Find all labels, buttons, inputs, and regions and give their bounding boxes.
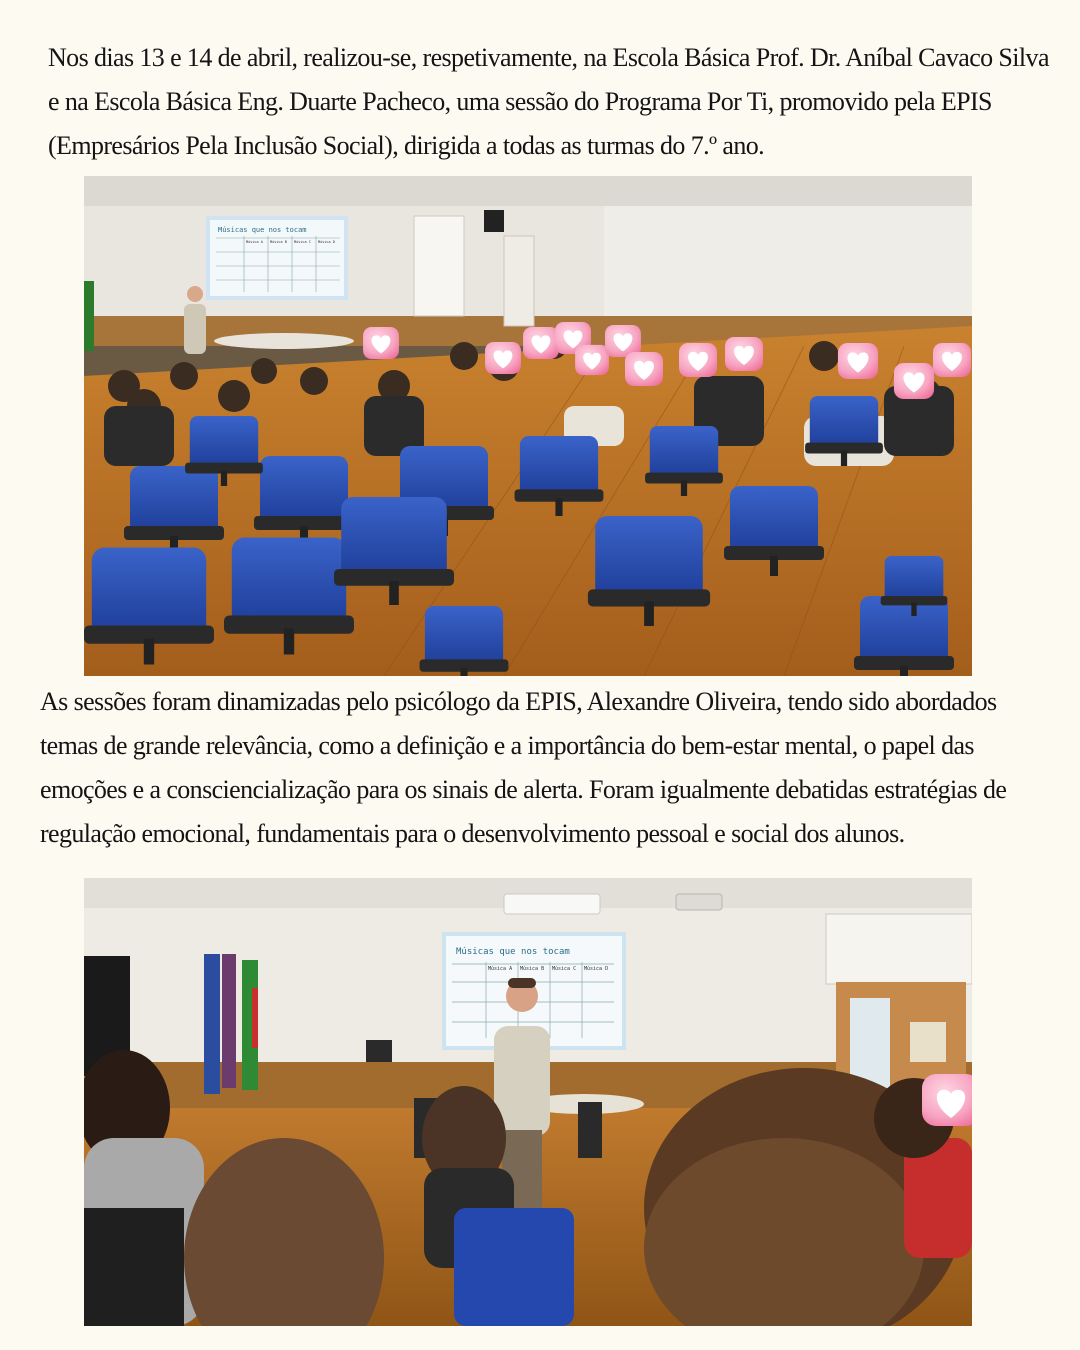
slide2-col-c: Música C [552, 966, 577, 972]
slide-col-d: Música D [318, 240, 335, 244]
auditorium-photo [84, 176, 972, 676]
slide2-col-d: Música D [584, 966, 609, 972]
slide-title: Músicas que nos tocam [218, 226, 307, 234]
slide-title-2: Músicas que nos tocam [456, 947, 570, 957]
intro-paragraph: Nos dias 13 e 14 de abril, realizou-se, respetivamente, na Escola Básica Prof. Dr. Aníbal Cavaco Silva e na Escola Básica Eng. Duarte Pacheco, uma sessão do Programa Por Ti, promovido pela EPIS (Empresários Pela Inclusão Social), dirigida a todas as turmas do 7.º ano. [48, 43, 1049, 160]
heart-sticker-icon [922, 1074, 972, 1126]
slide2-col-a: Música A [488, 966, 513, 972]
slide-col-a: Música A [246, 240, 263, 244]
slide-col-c: Música C [294, 240, 311, 244]
presenter-photo [84, 878, 972, 1326]
slide2-col-b: Música B [520, 966, 545, 972]
body-paragraph: As sessões foram dinamizadas pelo psicólogo da EPIS, Alexandre Oliveira, tendo sido abordados temas de grande relevância, como a definição e a importância do bem-estar mental, o papel das emoções e a consciencialização para os sinais de alerta. Foram igualmente debatidas estratégias de regulação emocional, fundamentais para o desenvolvimento pessoal e social dos alunos. [40, 687, 1007, 848]
slide-col-b: Música B [270, 240, 287, 244]
